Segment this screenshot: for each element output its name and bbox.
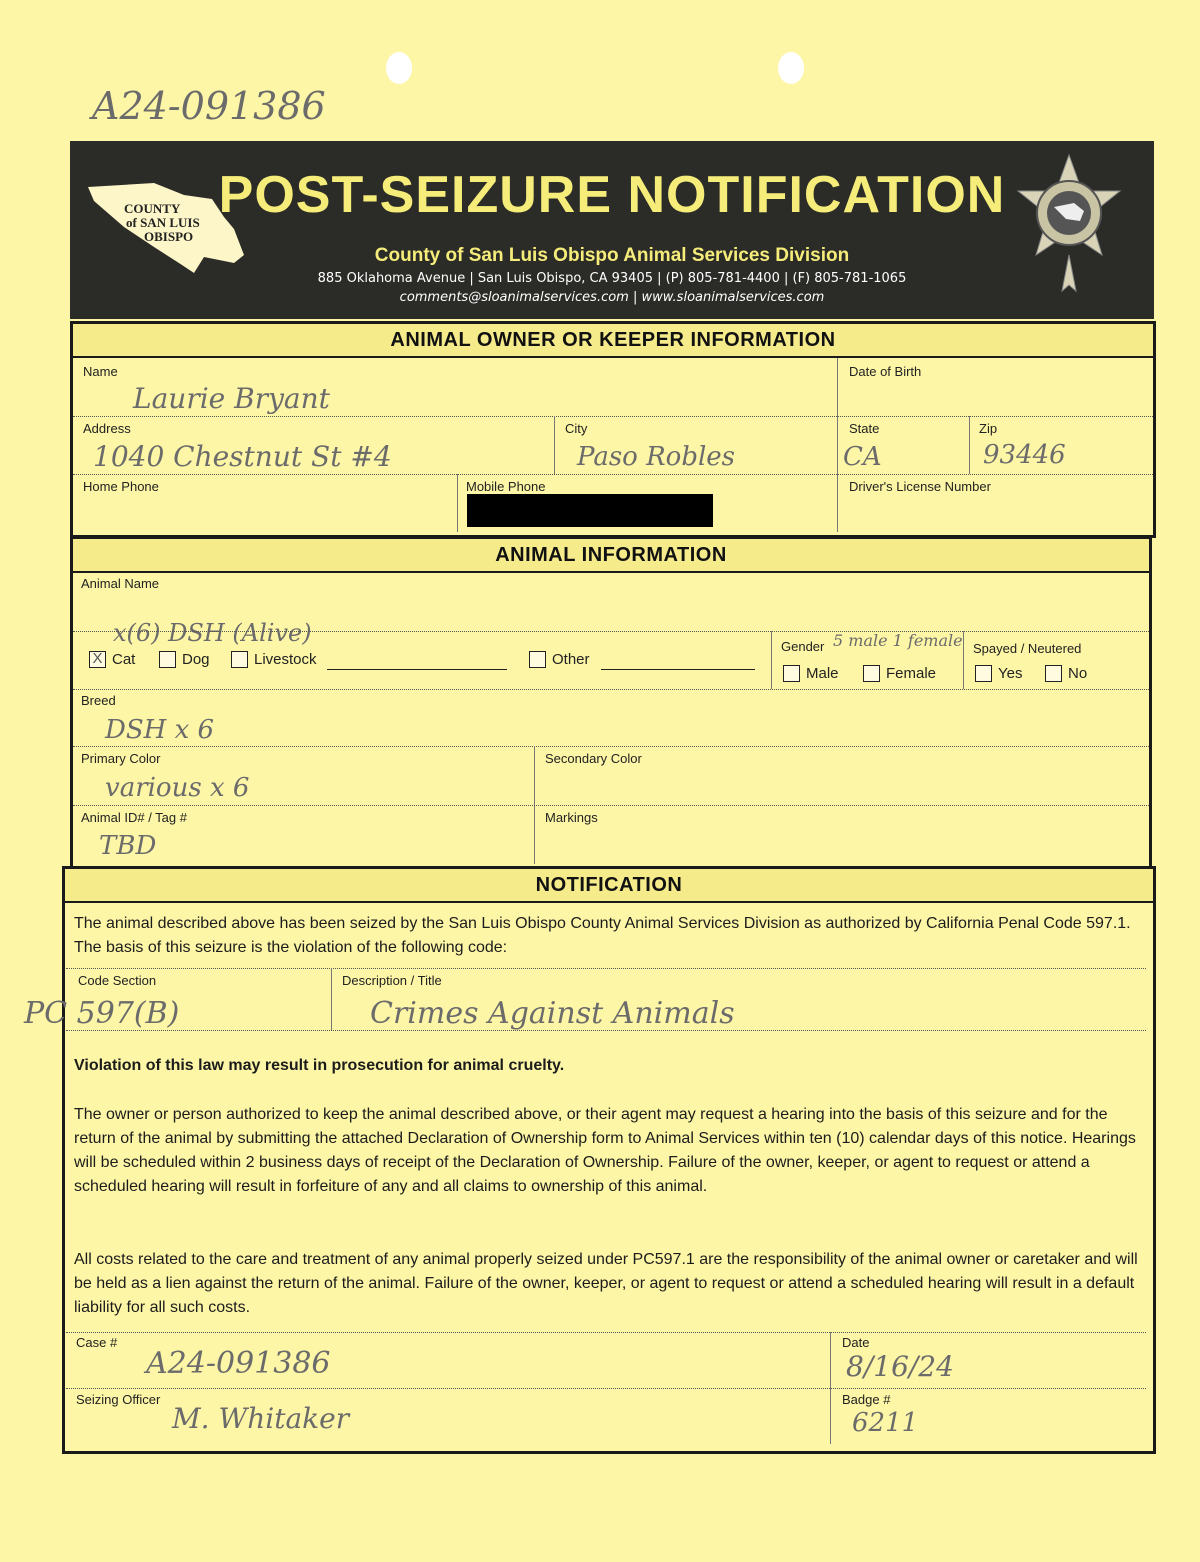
badge-number-label: Badge # — [842, 1392, 891, 1407]
animal-section — [70, 536, 1152, 870]
animal-services-badge-icon — [1014, 151, 1124, 301]
zip-value: 93446 — [983, 440, 1066, 470]
seizing-officer-value: M. Whitaker — [172, 1402, 350, 1435]
markings-label: Markings — [545, 810, 598, 825]
division-address: 885 Oklahoma Avenue | San Luis Obispo, CA 93405 | (P) 805-781-4400 | (F) 805-781-1065 — [317, 271, 907, 286]
spayed-yes-checkbox[interactable] — [975, 665, 1022, 682]
dog-label: Dog — [182, 651, 210, 668]
costs-paragraph: All costs related to the care and treatment of any animal properly seized under PC597.1 are the responsibility of the animal owner or caretaker and will be held as a lien against the return of the animal. Failure of the owner, keeper, or agent to request or attend a scheduled hearing will result in a default liability for all such costs. — [74, 1251, 1138, 1316]
home-phone-label: Home Phone — [83, 479, 159, 494]
yes-label: Yes — [998, 665, 1023, 682]
female-label: Female — [886, 665, 937, 682]
description-value: Crimes Against Animals — [370, 996, 735, 1031]
city-value: Paso Robles — [577, 442, 736, 472]
cat-check-mark: X — [89, 651, 106, 668]
animal-name-label: Animal Name — [81, 576, 160, 591]
state-value: CA — [843, 442, 882, 472]
no-label: No — [1068, 665, 1088, 682]
drivers-license-label: Driver's License Number — [849, 479, 991, 494]
cat-checkbox[interactable] — [89, 651, 135, 668]
city-label: City — [565, 421, 588, 436]
livestock-label: Livestock — [254, 651, 317, 668]
breed-label: Breed — [81, 693, 116, 708]
spayed-label: Spayed / Neutered — [973, 641, 1082, 656]
mobile-phone-label: Mobile Phone — [466, 479, 546, 494]
code-section-value: PC 597(B) — [24, 996, 180, 1031]
punch-hole-left — [386, 52, 412, 84]
badge-number-value: 6211 — [852, 1408, 919, 1438]
owner-section-title: ANIMAL OWNER OR KEEPER INFORMATION — [73, 324, 1153, 358]
dob-label: Date of Birth — [849, 364, 922, 379]
svg-text:COUNTY: COUNTY — [124, 201, 181, 216]
name-label: Name — [83, 364, 118, 379]
male-checkbox[interactable] — [783, 665, 839, 682]
address-label: Address — [83, 421, 131, 436]
name-value: Laurie Bryant — [133, 382, 330, 415]
cat-label: Cat — [112, 651, 136, 668]
owner-section — [70, 321, 1156, 538]
animal-name-value: x(6) DSH (Alive) — [113, 619, 312, 647]
case-number-label: Case # — [76, 1335, 118, 1350]
handwritten-case-number: A24-091386 — [92, 84, 326, 128]
animal-id-value: TBD — [99, 831, 157, 861]
hearing-paragraph: The owner or person authorized to keep the animal described above, or their agent may request a hearing into the basis of this seizure and for the return of the animal by submitting the attached Declaration of Ownership form to Animal Services within ten (10) calendar days of this notice. Hearings will be scheduled within 2 business days of receipt of the Declaration of Ownership. Failure of the owner, keeper, or agent to request or attend a scheduled hearing will result in forfeiture of any and all claims to ownership of this animal. — [74, 1106, 1136, 1195]
form-header — [70, 141, 1154, 319]
other-label: Other — [552, 651, 590, 668]
state-label: State — [849, 421, 880, 436]
spayed-no-checkbox[interactable] — [1045, 665, 1087, 682]
primary-color-label: Primary Color — [81, 751, 161, 766]
other-checkbox[interactable] — [529, 651, 590, 668]
svg-text:OBISPO: OBISPO — [144, 229, 194, 244]
livestock-checkbox[interactable] — [231, 651, 317, 668]
gender-note: 5 male 1 female — [833, 631, 963, 650]
dog-checkbox[interactable] — [159, 651, 210, 668]
female-checkbox[interactable] — [863, 665, 936, 682]
violation-warning: Violation of this law may result in prosecution for animal cruelty. — [74, 1057, 565, 1074]
notification-intro: The animal described above has been seized by the San Luis Obispo County Animal Services Division as authorized by California Penal Code 597.1. The basis of this seizure is the violation of the following code: — [74, 915, 1131, 956]
date-label: Date — [842, 1335, 870, 1350]
secondary-color-label: Secondary Color — [545, 751, 642, 766]
svg-text:of SAN LUIS: of SAN LUIS — [126, 215, 200, 230]
description-label: Description / Title — [342, 973, 442, 988]
code-section-label: Code Section — [78, 973, 157, 988]
date-value: 8/16/24 — [846, 1350, 954, 1383]
breed-value: DSH x 6 — [105, 715, 215, 745]
redaction-box — [467, 494, 713, 527]
animal-section-title: ANIMAL INFORMATION — [73, 539, 1149, 573]
division-name: County of San Luis Obispo Animal Services Division — [374, 245, 850, 266]
gender-label: Gender — [781, 639, 825, 654]
division-contact: comments@sloanimalservices.com | www.sloanimalservices.com — [399, 290, 825, 305]
seizing-officer-label: Seizing Officer — [76, 1392, 161, 1407]
male-label: Male — [806, 665, 839, 682]
zip-label: Zip — [979, 421, 998, 436]
animal-id-label: Animal ID# / Tag # — [81, 810, 187, 825]
primary-color-value: various x 6 — [105, 773, 250, 803]
punch-hole-right — [778, 52, 804, 84]
case-number-value: A24-091386 — [146, 1346, 331, 1381]
form-title: POST-SEIZURE NOTIFICATION — [218, 166, 1006, 224]
notification-section-title: NOTIFICATION — [65, 869, 1153, 903]
address-value: 1040 Chestnut St #4 — [93, 440, 392, 473]
